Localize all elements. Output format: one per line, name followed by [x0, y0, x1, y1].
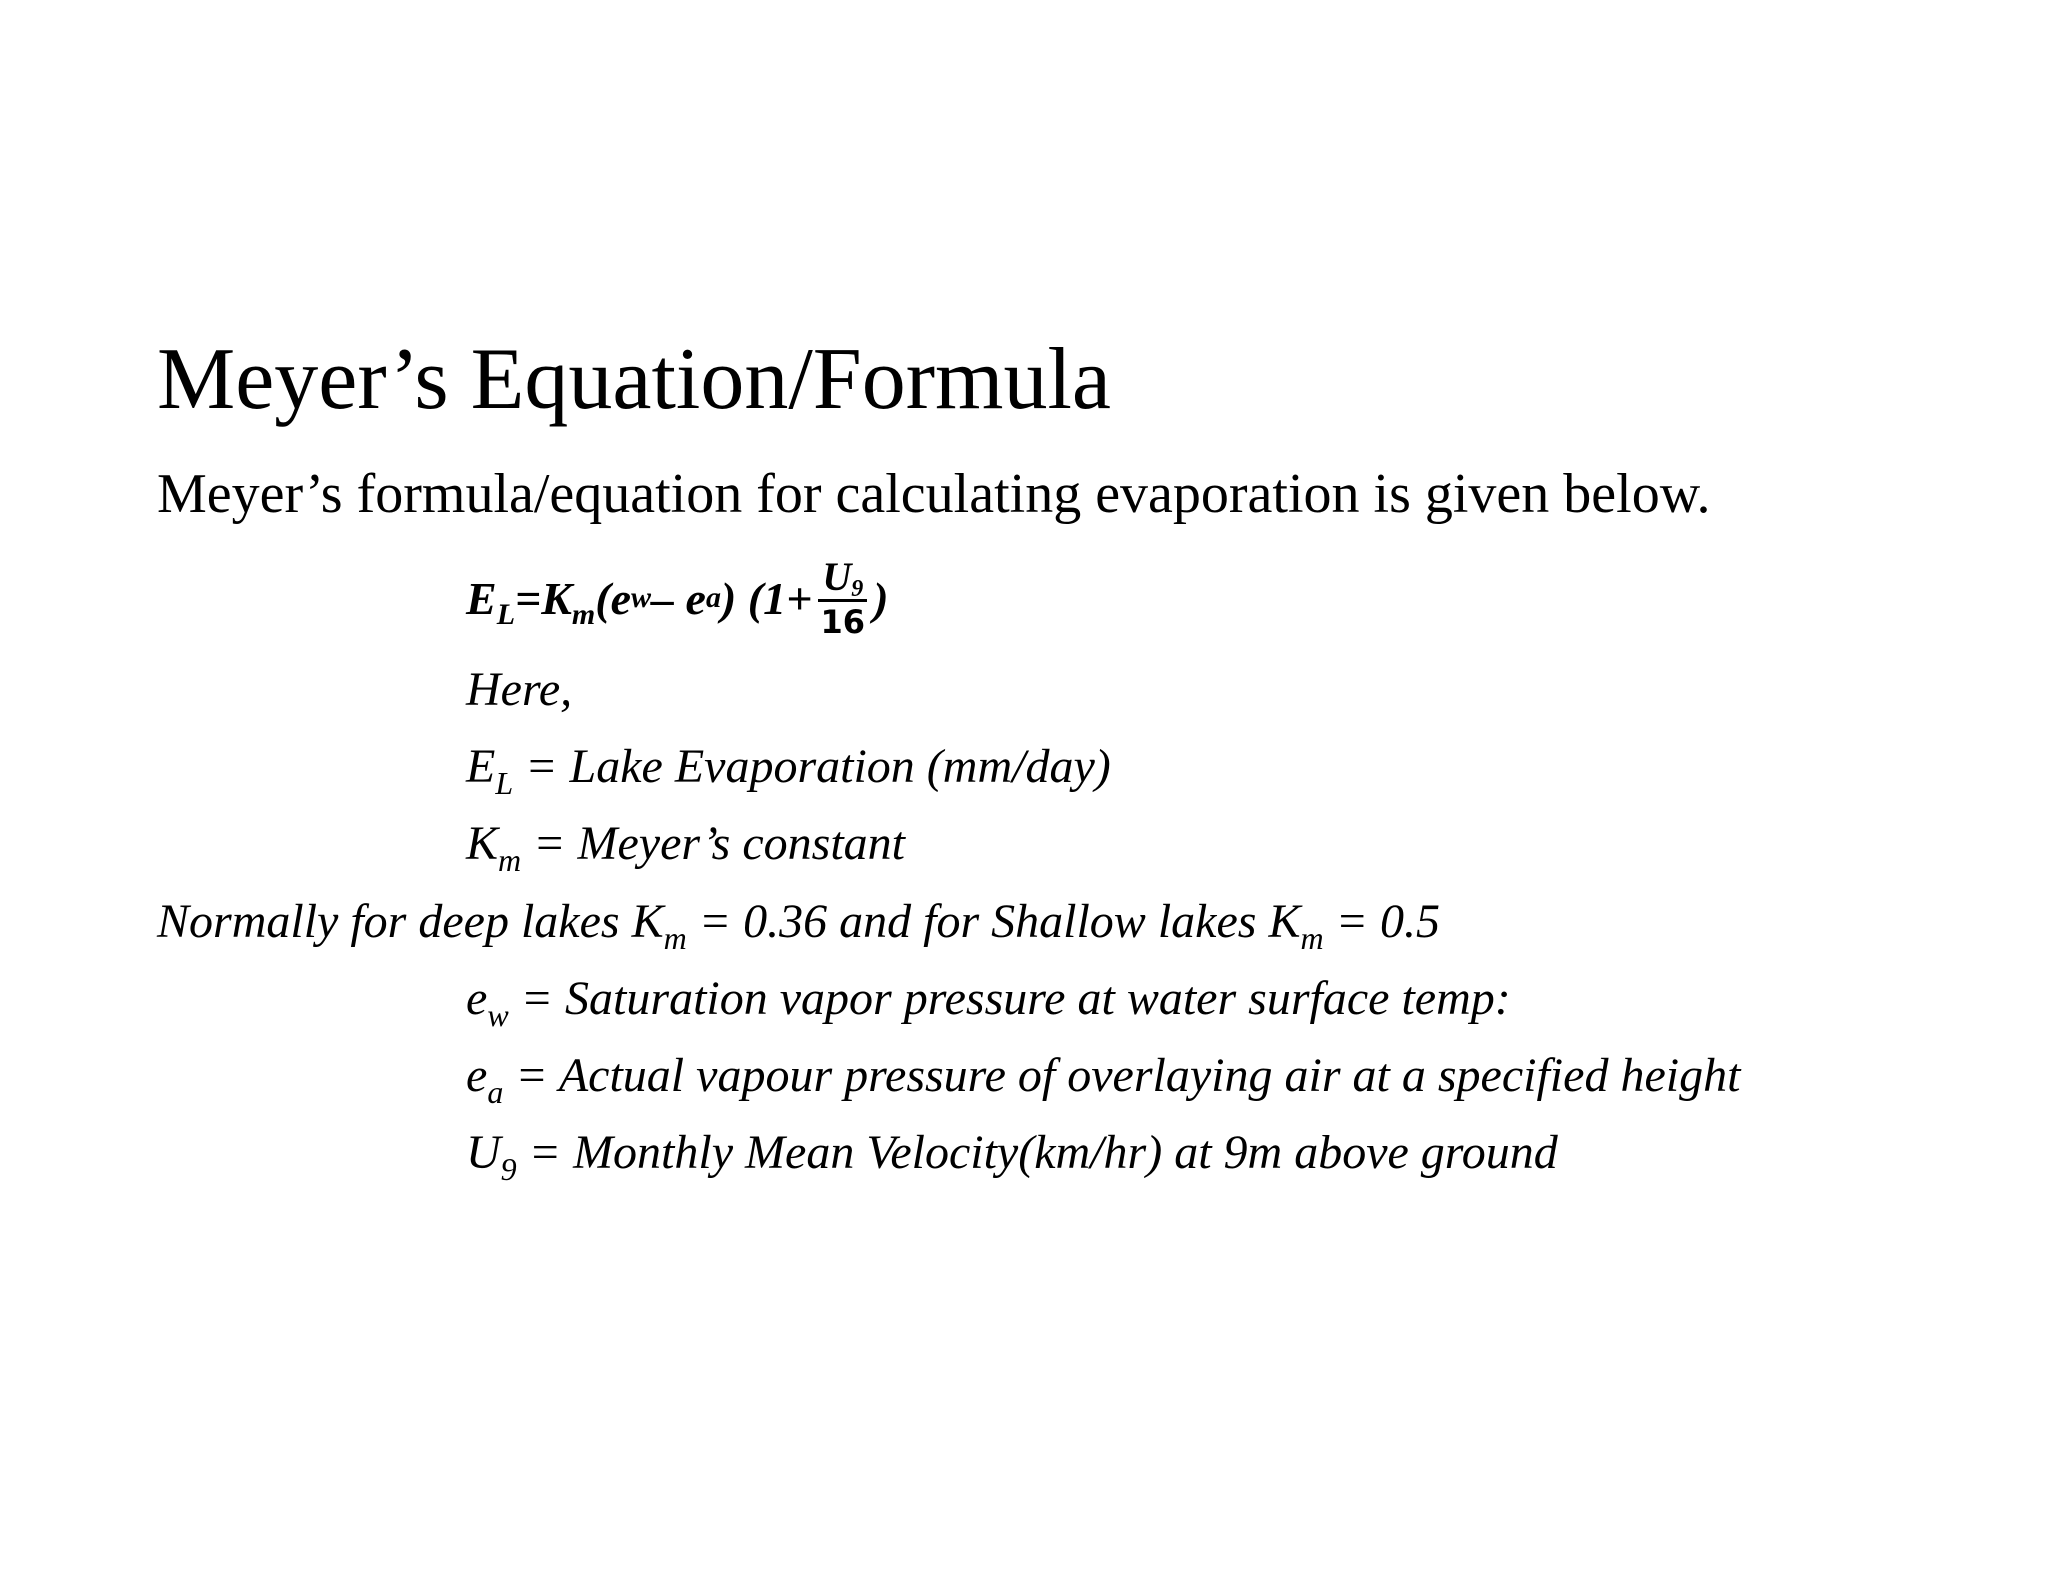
formula-paren-close: ) (1+ [720, 572, 813, 624]
page-title: Meyer’s Equation/Formula [157, 331, 1111, 428]
fraction-numerator: $U_9$ [818, 555, 867, 602]
formula-equals: = [515, 572, 542, 624]
definition-ea: $e_a$ = Actual vapour pressure of overlaying air at a specified height [466, 1049, 1741, 1110]
formula-end: ) [873, 572, 889, 624]
formula-constant: $K_m$ [541, 572, 596, 631]
meyer-formula: $E_L$ = $K_m$ (e w – e a ) (1+ $\frac{U_9}{16}$ ) [466, 553, 889, 641]
intro-text: Meyer’s formula/equation for calculating evaporation is given below. [157, 463, 1711, 525]
constant-note: Normally for deep lakes $K_m = 0.36$ and for Shallow lakes $K_m = 0.5$ [157, 895, 1440, 956]
formula-minus: – e [651, 572, 706, 624]
formula-lhs: $E_L$ [466, 572, 516, 631]
definition-el: $E_L$ = Lake Evaporation (mm/day) [466, 740, 1111, 801]
formula-paren-open: (e [595, 572, 632, 624]
fraction-denominator: 16 [820, 602, 866, 641]
here-label: Here, [466, 663, 573, 716]
definition-km: $K_m$ = Meyer’s constant [466, 817, 906, 878]
definition-u9: $U_9$ = Monthly Mean Velocity(km/hr) at 9m above ground [466, 1126, 1558, 1187]
formula-fraction [818, 555, 867, 642]
definition-ew: $e_w$ = Saturation vapor pressure at water surface temp: [466, 972, 1511, 1033]
